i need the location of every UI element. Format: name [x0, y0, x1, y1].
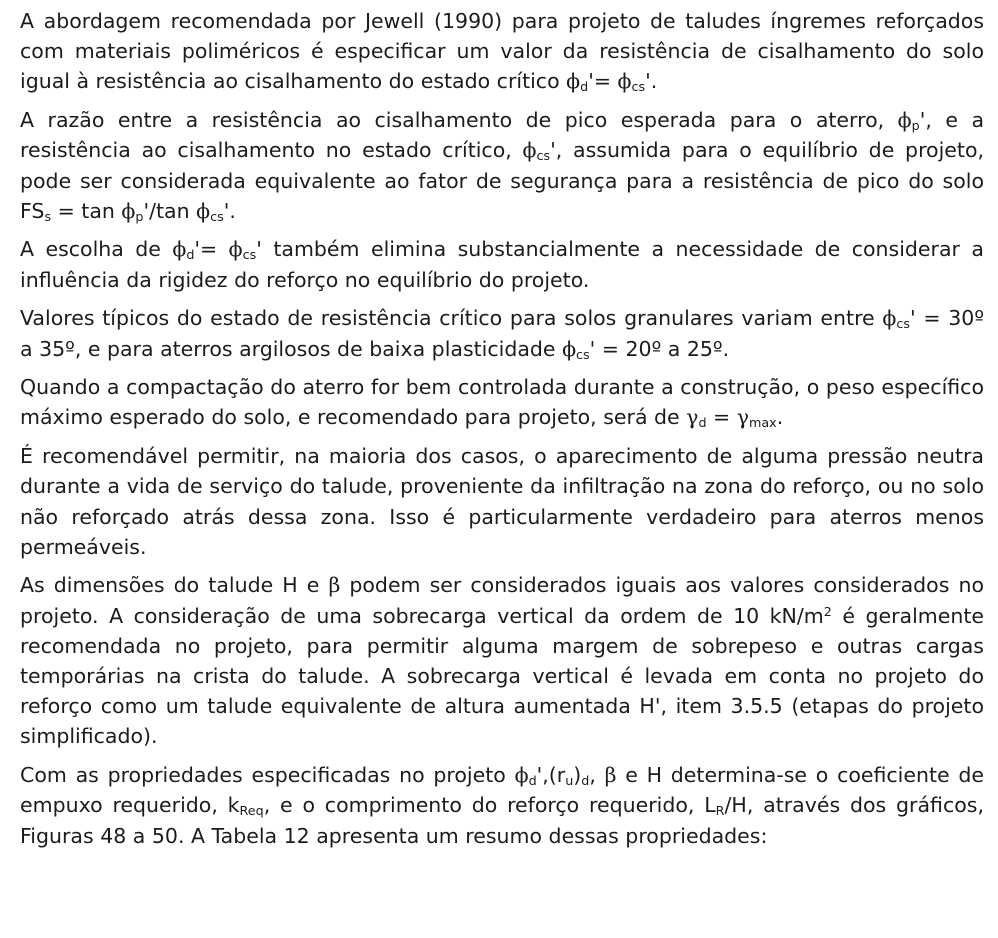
text-run: A razão entre a resistência ao cisalhamento de pico esperada para o aterro,	[20, 108, 898, 133]
greek-symbol: ϕ	[514, 763, 529, 788]
text-run: As dimensões do talude H e	[20, 573, 329, 598]
greek-symbol: ϕ	[121, 198, 136, 223]
document-body	[20, 6, 984, 859]
subscript-text: d	[528, 773, 537, 789]
subscript-text: cs	[242, 247, 257, 263]
greek-symbol: ϕ	[566, 69, 581, 94]
paragraph-jewell-approach	[20, 6, 984, 97]
paragraph-strength-ratio	[20, 105, 984, 226]
text-run: = tan	[51, 198, 122, 223]
text-run: '=	[588, 69, 618, 94]
greek-symbol: γ	[686, 405, 699, 430]
text-run: Com as propriedades especificadas no projeto	[20, 763, 515, 788]
greek-symbol: ϕ	[522, 138, 537, 163]
text-run: '.	[223, 198, 236, 223]
text-run: e H determina-se o coeficiente de empuxo requerido, k	[20, 763, 985, 818]
text-run: , e o comprimento do reforço requerido, L	[263, 793, 716, 818]
subscript-text: s	[44, 208, 52, 224]
subscript-text: p	[135, 208, 144, 224]
subscript-text: d	[581, 773, 590, 789]
text-run: ',(r	[536, 763, 566, 788]
subscript-text: u	[565, 773, 574, 789]
greek-symbol: ϕ	[617, 69, 632, 94]
paragraph-pore-pressure	[20, 441, 984, 562]
greek-symbol: β	[328, 573, 341, 598]
text-run: ' também elimina substancialmente a necessidade de considerar a influência da rigidez do reforço no equilíbrio do projeto.	[20, 237, 984, 292]
paragraph-dimensions-surcharge	[20, 570, 984, 751]
subscript-text: d	[580, 79, 589, 95]
superscript-text: 2	[823, 603, 832, 619]
text-run: A escolha de	[20, 237, 173, 262]
text-run: /H, através dos gráficos, Figuras 48 a 50. A Tabela 12 apresenta um resumo dessas propriedades:	[20, 793, 984, 848]
text-run: .	[776, 405, 784, 430]
greek-symbol: β	[604, 763, 617, 788]
text-run: '=	[194, 237, 229, 262]
text-run: A abordagem recomendada por Jewell (1990) para projeto de taludes íngremes reforçados com materiais poliméricos é especificar um valor da resistência de cisalhamento do solo igual à resistência ao cisalhamento do estado crítico	[20, 9, 984, 94]
subscript-text: d	[698, 415, 707, 431]
text-run: Quando a compactação do aterro for bem controlada durante a construção, o peso específico máximo esperado do solo, e recomendado para projeto, será de	[20, 375, 984, 430]
subscript-text: cs	[210, 208, 224, 224]
greek-symbol: ϕ	[882, 306, 897, 331]
subscript-text: max	[749, 415, 777, 431]
greek-symbol: ϕ	[897, 108, 912, 133]
text-run: é geralmente recomendada no projeto, para permitir alguma margem de sobrepeso e outras cargas temporárias na crista do talude. A sobrecarga vertical é levada em conta no projeto do reforço como um talude equivalente de altura aumentada H', item 3.5.5 (etapas do projeto simplificado).	[20, 603, 984, 749]
text-run: Valores típicos do estado de resistência crítico para solos granulares variam entre	[20, 306, 883, 331]
text-run: ' = 20º a 25º.	[589, 336, 730, 361]
greek-symbol: ϕ	[562, 336, 577, 361]
paragraph-compaction	[20, 372, 984, 432]
text-run: '/tan	[143, 198, 197, 223]
text-run: podem ser considerados iguais aos valores considerados no projeto. A consideração de uma sobrecarga vertical da ordem de 10 kN/m	[20, 573, 984, 628]
greek-symbol: ϕ	[172, 237, 187, 262]
paragraph-design-charts	[20, 760, 984, 851]
greek-symbol: ϕ	[196, 198, 211, 223]
text-run: ', e a resistência ao cisalhamento no estado crítico,	[20, 108, 985, 163]
text-run: ,	[589, 763, 605, 788]
paragraph-typical-values	[20, 303, 984, 363]
subscript-text: R	[715, 803, 725, 819]
subscript-text: cs	[896, 316, 910, 332]
subscript-text: cs	[536, 148, 551, 164]
text-run: =	[706, 405, 737, 430]
subscript-text: d	[186, 247, 195, 263]
subscript-text: cs	[576, 346, 590, 362]
text-run: ' = 30º a 35º, e para aterros argilosos de baixa plasticidade	[20, 306, 985, 361]
subscript-text: cs	[631, 79, 646, 95]
subscript-text: Req	[239, 803, 264, 819]
greek-symbol: γ	[736, 405, 749, 430]
text-run: É recomendável permitir, na maioria dos casos, o aparecimento de alguma pressão neutra durante a vida de serviço do talude, proveniente da infiltração na zona do reforço, ou no solo não reforçado atrás dessa zona. Isso é particularmente verdadeiro para aterros menos permeáveis.	[20, 444, 984, 559]
paragraph-stiffness-influence	[20, 234, 984, 294]
subscript-text: p	[911, 118, 920, 134]
text-run: ', assumida para o equilíbrio de projeto, pode ser considerada equivalente ao fator de segurança para a resistência de pico do solo FS	[20, 138, 984, 223]
text-run: '.	[645, 69, 658, 94]
text-run: )	[573, 763, 582, 788]
greek-symbol: ϕ	[228, 237, 243, 262]
